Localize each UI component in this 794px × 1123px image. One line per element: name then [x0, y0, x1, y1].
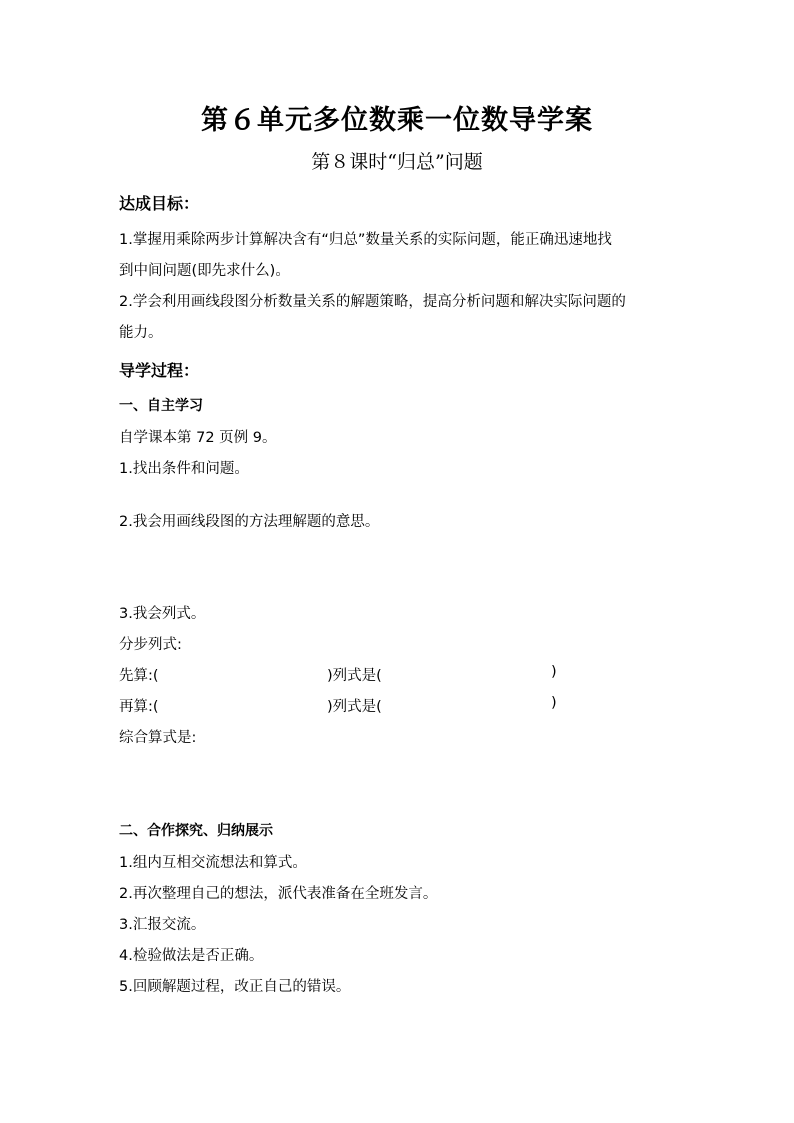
section2-item-2: 2.再次整理自己的想法，派代表准备在全班发言。: [119, 886, 438, 902]
section2-item-5: 5.回顾解题过程，改正自己的错误。: [119, 979, 351, 995]
section1-title: 一、自主学习: [119, 398, 203, 414]
formula-row-first-label: 先算:(: [119, 668, 159, 684]
document-subtitle: 第８课时“归总”问题: [311, 151, 483, 173]
formula-row-second-end: ): [551, 695, 557, 711]
goal-line-2: 到中间问题(即先求什么)。: [119, 263, 290, 279]
goal-line-3: 2.学会利用画线段图分析数量关系的解题策略，提高分析问题和解决实际问题的: [119, 294, 626, 310]
goals-heading: 达成目标：: [119, 194, 200, 213]
section2-item-3: 3.汇报交流。: [119, 917, 206, 933]
section1-line-1: 自学课本第 72 页例 9。: [119, 430, 277, 446]
section1-line-4: 3.我会列式。: [119, 606, 206, 622]
section2-title: 二、合作探究、归纳展示: [119, 823, 273, 839]
section1-line-2: 1.找出条件和问题。: [119, 461, 249, 477]
section2-item-1: 1.组内互相交流想法和算式。: [119, 855, 307, 871]
formula-row-first: [119, 664, 579, 684]
section1-line-5: 分步列式:: [119, 637, 182, 653]
section1-line-3: 2.我会用画线段图的方法理解题的意思。: [119, 514, 380, 530]
formula-row-second: [119, 695, 579, 715]
formula-row-second-label: 再算:(: [119, 699, 159, 715]
goal-line-1: 1.掌握用乘除两步计算解决含有“归总”数量关系的实际问题，能正确迅速地找: [119, 232, 612, 248]
section2-item-4: 4.检验做法是否正确。: [119, 948, 264, 964]
process-heading: 导学过程：: [119, 361, 200, 380]
formula-row-second-mid: )列式是(: [327, 699, 382, 715]
formula-row-first-end: ): [551, 664, 557, 680]
formula-row-first-mid: )列式是(: [327, 668, 382, 684]
goal-line-4: 能力。: [119, 325, 163, 341]
combined-formula-label: 综合算式是:: [119, 730, 197, 746]
document-title: 第６单元多位数乘一位数导学案: [201, 105, 593, 136]
